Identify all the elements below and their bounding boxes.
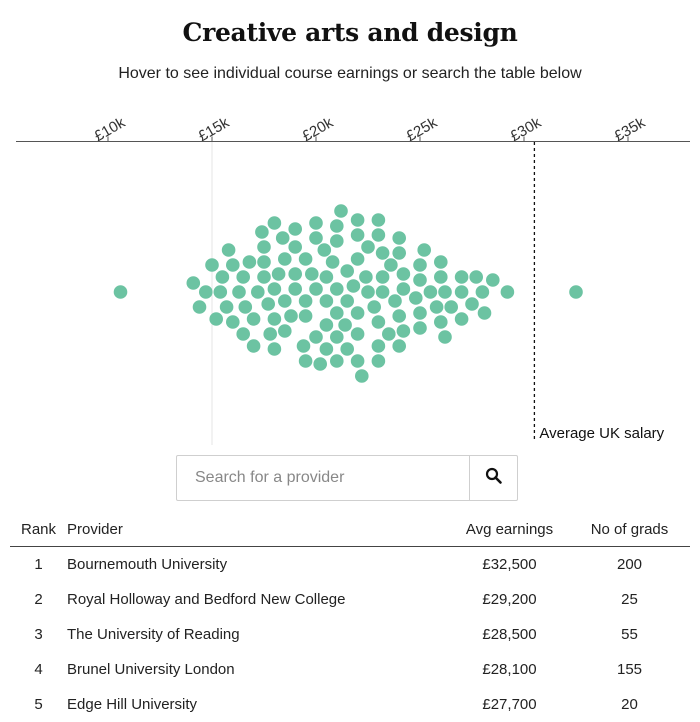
- course-dot[interactable]: [338, 318, 352, 332]
- course-dot[interactable]: [278, 324, 292, 338]
- course-dot[interactable]: [284, 309, 298, 323]
- course-dot[interactable]: [288, 222, 302, 236]
- average-salary-label: Average UK salary: [539, 425, 665, 442]
- course-dot[interactable]: [413, 273, 427, 287]
- course-dot[interactable]: [413, 258, 427, 272]
- x-tick-label: £30k: [507, 114, 545, 146]
- rank-header[interactable]: Rank: [10, 512, 67, 547]
- course-dot[interactable]: [351, 354, 365, 368]
- chart-subtitle: Hover to see individual course earnings or search the table below: [118, 65, 582, 82]
- rank-cell: 3: [34, 626, 43, 643]
- results-table: [10, 512, 690, 722]
- course-dot[interactable]: [288, 267, 302, 281]
- course-dot[interactable]: [297, 339, 311, 353]
- course-dot[interactable]: [288, 282, 302, 296]
- provider-cell: Brunel University London: [67, 661, 235, 678]
- rank-cell: 1: [34, 556, 43, 573]
- beeswarm-chart: [0, 95, 700, 450]
- course-dot[interactable]: [261, 297, 275, 311]
- course-dot[interactable]: [288, 240, 302, 254]
- course-dot[interactable]: [478, 306, 492, 320]
- course-dot[interactable]: [268, 342, 282, 356]
- course-dot[interactable]: [501, 285, 515, 299]
- course-dot[interactable]: [434, 270, 448, 284]
- course-dot[interactable]: [444, 300, 458, 314]
- course-dot[interactable]: [305, 267, 319, 281]
- course-dot[interactable]: [226, 258, 240, 272]
- course-dot[interactable]: [309, 282, 323, 296]
- table-row: [10, 652, 690, 687]
- course-dot[interactable]: [372, 315, 386, 329]
- course-dot[interactable]: [320, 270, 334, 284]
- course-dot[interactable]: [268, 216, 282, 230]
- grads-cell: 155: [616, 661, 643, 678]
- course-dot[interactable]: [320, 342, 334, 356]
- course-dot[interactable]: [465, 297, 479, 311]
- course-dot[interactable]: [455, 312, 469, 326]
- course-dot[interactable]: [320, 318, 334, 332]
- search-button[interactable]: [469, 456, 517, 500]
- course-dot[interactable]: [417, 243, 431, 257]
- course-dot[interactable]: [268, 282, 282, 296]
- course-dot[interactable]: [309, 330, 323, 344]
- course-dot[interactable]: [376, 246, 390, 260]
- course-dot[interactable]: [236, 270, 250, 284]
- course-dot[interactable]: [372, 228, 386, 242]
- course-dot[interactable]: [330, 219, 344, 233]
- course-dot[interactable]: [409, 291, 423, 305]
- course-dot[interactable]: [299, 252, 313, 266]
- course-dot[interactable]: [340, 264, 354, 278]
- grads-cell: 25: [621, 591, 638, 608]
- course-dot[interactable]: [330, 330, 344, 344]
- course-dot[interactable]: [263, 327, 277, 341]
- search-input[interactable]: [177, 456, 469, 500]
- course-dot[interactable]: [320, 294, 334, 308]
- course-dot[interactable]: [361, 285, 375, 299]
- course-dot[interactable]: [272, 267, 286, 281]
- course-dot[interactable]: [340, 342, 354, 356]
- course-dot[interactable]: [309, 216, 323, 230]
- course-dot[interactable]: [313, 357, 327, 371]
- rank-cell: 4: [34, 661, 43, 678]
- chart-title: Creative arts and design: [182, 18, 518, 47]
- course-dot[interactable]: [455, 285, 469, 299]
- course-dot[interactable]: [455, 270, 469, 284]
- course-dot[interactable]: [376, 285, 390, 299]
- course-dot[interactable]: [392, 339, 406, 353]
- provider-header[interactable]: Provider: [67, 512, 450, 547]
- course-dot[interactable]: [255, 225, 269, 239]
- x-tick-label: £10k: [91, 114, 129, 146]
- course-dot[interactable]: [469, 270, 483, 284]
- earnings-header[interactable]: Avg earnings: [450, 512, 569, 547]
- course-dot[interactable]: [239, 300, 253, 314]
- course-dot[interactable]: [214, 285, 228, 299]
- course-dot[interactable]: [193, 300, 207, 314]
- course-dot[interactable]: [351, 213, 365, 227]
- course-dot[interactable]: [278, 252, 292, 266]
- course-dot[interactable]: [243, 255, 257, 269]
- x-tick-label: £20k: [299, 114, 337, 146]
- course-dot[interactable]: [392, 309, 406, 323]
- course-dot[interactable]: [257, 255, 271, 269]
- grads-header[interactable]: No of grads: [569, 512, 690, 547]
- course-dot[interactable]: [476, 285, 490, 299]
- course-dot[interactable]: [299, 294, 313, 308]
- course-dot[interactable]: [278, 294, 292, 308]
- grads-cell: 20: [621, 696, 638, 713]
- course-dot[interactable]: [309, 231, 323, 245]
- course-dot[interactable]: [326, 255, 340, 269]
- course-dot[interactable]: [372, 354, 386, 368]
- course-dot[interactable]: [355, 369, 369, 383]
- course-dot[interactable]: [330, 234, 344, 248]
- earnings-cell: £32,500: [482, 556, 537, 573]
- provider-cell: Royal Holloway and Bedford New College: [67, 591, 346, 608]
- rank-cell: 2: [34, 591, 43, 608]
- earnings-cell: £27,700: [482, 696, 537, 713]
- grads-cell: 55: [621, 626, 638, 643]
- course-dot[interactable]: [347, 279, 361, 293]
- course-dot[interactable]: [351, 306, 365, 320]
- course-dot[interactable]: [384, 258, 398, 272]
- course-dot[interactable]: [299, 309, 313, 323]
- course-dot[interactable]: [367, 300, 381, 314]
- course-dot[interactable]: [388, 294, 402, 308]
- course-dot[interactable]: [222, 243, 236, 257]
- course-dot[interactable]: [434, 315, 448, 329]
- course-dot[interactable]: [209, 312, 223, 326]
- table-row: [10, 582, 690, 617]
- course-dot[interactable]: [199, 285, 213, 299]
- earnings-cell: £29,200: [482, 591, 537, 608]
- course-dot[interactable]: [268, 312, 282, 326]
- course-dot[interactable]: [247, 339, 261, 353]
- table-row: [10, 547, 690, 583]
- rank-cell: 5: [34, 696, 43, 713]
- course-dot[interactable]: [434, 255, 448, 269]
- course-dot[interactable]: [251, 285, 265, 299]
- course-dot[interactable]: [413, 321, 427, 335]
- course-dot[interactable]: [424, 285, 438, 299]
- earnings-cell: £28,500: [482, 626, 537, 643]
- provider-cell: Bournemouth University: [67, 556, 228, 573]
- course-dot[interactable]: [413, 306, 427, 320]
- course-dot[interactable]: [187, 276, 201, 290]
- course-dot[interactable]: [276, 231, 290, 245]
- search-icon: [485, 467, 503, 490]
- course-dot[interactable]: [569, 285, 583, 299]
- provider-cell: The University of Reading: [67, 626, 240, 643]
- course-dot[interactable]: [382, 327, 396, 341]
- grads-cell: 200: [616, 556, 643, 573]
- course-dot[interactable]: [226, 315, 240, 329]
- course-dot[interactable]: [330, 354, 344, 368]
- course-dot[interactable]: [334, 204, 348, 218]
- course-dot[interactable]: [438, 285, 452, 299]
- course-dot[interactable]: [372, 339, 386, 353]
- course-dot[interactable]: [376, 270, 390, 284]
- course-dot[interactable]: [216, 270, 230, 284]
- course-dot[interactable]: [351, 327, 365, 341]
- course-dot[interactable]: [486, 273, 500, 287]
- x-tick-label: £15k: [195, 114, 233, 146]
- provider-cell: Edge Hill University: [67, 696, 198, 713]
- course-dot[interactable]: [232, 285, 246, 299]
- course-dot[interactable]: [257, 240, 271, 254]
- table-header-row: [10, 512, 690, 547]
- course-dot[interactable]: [397, 282, 411, 296]
- course-dot[interactable]: [247, 312, 261, 326]
- x-tick-label: £25k: [403, 114, 441, 146]
- table-row: [10, 617, 690, 652]
- course-dot[interactable]: [392, 246, 406, 260]
- course-dot[interactable]: [372, 213, 386, 227]
- course-dot[interactable]: [205, 258, 219, 272]
- provider-search: [176, 455, 518, 501]
- course-dot[interactable]: [220, 300, 234, 314]
- course-dot[interactable]: [361, 240, 375, 254]
- course-dot[interactable]: [340, 294, 354, 308]
- course-dot[interactable]: [438, 330, 452, 344]
- course-dot[interactable]: [397, 267, 411, 281]
- earnings-cell: £28,100: [482, 661, 537, 678]
- x-tick-label: £35k: [611, 114, 649, 146]
- course-dot[interactable]: [392, 231, 406, 245]
- course-dot[interactable]: [114, 285, 128, 299]
- course-dot[interactable]: [330, 282, 344, 296]
- course-dot[interactable]: [430, 300, 444, 314]
- course-dot[interactable]: [351, 228, 365, 242]
- course-dot[interactable]: [351, 252, 365, 266]
- course-dot[interactable]: [330, 306, 344, 320]
- course-dot[interactable]: [257, 270, 271, 284]
- course-dot[interactable]: [397, 324, 411, 338]
- course-dot[interactable]: [236, 327, 250, 341]
- course-dot[interactable]: [299, 354, 313, 368]
- course-dot[interactable]: [359, 270, 373, 284]
- course-dot[interactable]: [318, 243, 332, 257]
